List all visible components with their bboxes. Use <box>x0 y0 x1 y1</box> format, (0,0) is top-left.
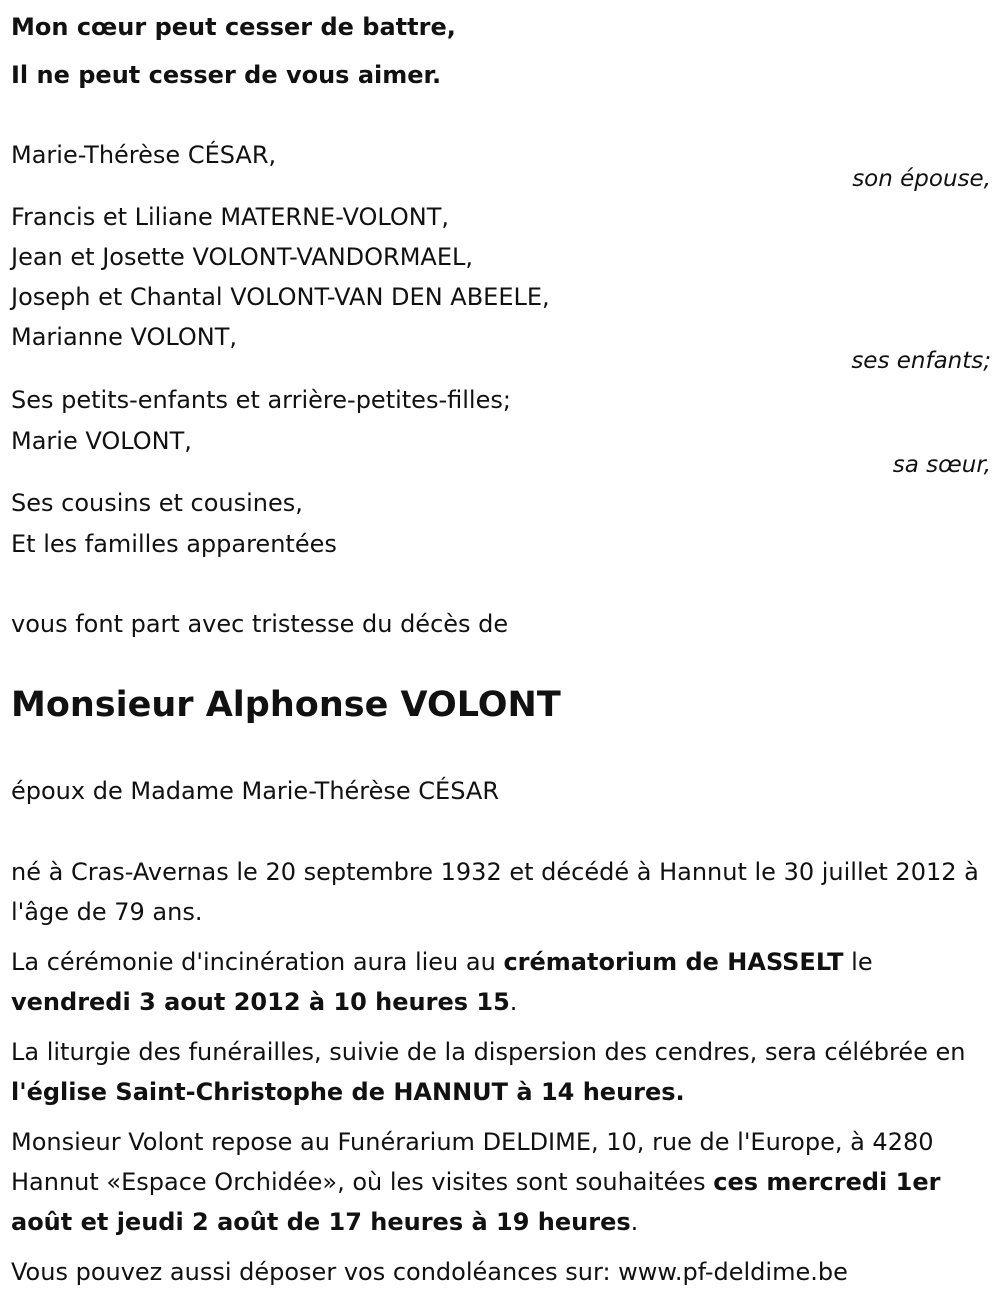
announcement: vous font part avec tristesse du décès de <box>11 610 509 638</box>
ceremony-connector: le <box>843 948 873 976</box>
rest-intro: Monsieur Volont repose au Funérarium DELDIME, 10, rue de l'Europe, à 4280 Hannut «Espace Orchidée», où les visites sont souhaitées <box>11 1128 934 1196</box>
families: Et les familles apparentées <box>11 530 337 558</box>
rest-paragraph <box>11 1122 986 1242</box>
ceremony-end: . <box>509 988 518 1016</box>
condolences-paragraph: Vous pouvez aussi déposer vos condoléances sur: www.pf-deldime.be <box>11 1258 848 1286</box>
child-1: Francis et Liliane MATERNE-VOLONT, <box>11 203 449 231</box>
visit-dates: ces mercredi 1er août et jeudi 2 août de 17 heures à 19 heures <box>11 1168 941 1236</box>
epigraph-line-2: Il ne peut cesser de vous aimer. <box>11 61 442 89</box>
children-role: ses enfants; <box>851 348 991 374</box>
grandchildren: Ses petits-enfants et arrière-petites-filles; <box>11 386 511 414</box>
cousins: Ses cousins et cousines, <box>11 489 303 517</box>
rest-end: . <box>630 1208 639 1236</box>
child-3: Joseph et Chantal VOLONT-VAN DEN ABEELE, <box>11 283 550 311</box>
ceremony-intro: La cérémonie d'incinération aura lieu au <box>11 948 504 976</box>
spouse-role: son épouse, <box>852 166 991 192</box>
liturgy-paragraph <box>11 1032 986 1112</box>
deceased-name: Monsieur Alphonse VOLONT <box>11 685 561 725</box>
ceremony-place: crématorium de HASSELT <box>503 948 844 976</box>
epigraph-line-1: Mon cœur peut cesser de battre, <box>11 13 456 41</box>
spouse-name: Marie-Thérèse CÉSAR, <box>11 141 277 169</box>
child-4: Marianne VOLONT, <box>11 323 238 351</box>
liturgy-place: l'église Saint-Christophe de HANNUT à 14 heures. <box>11 1078 685 1106</box>
child-2: Jean et Josette VOLONT-VANDORMAEL, <box>11 243 473 271</box>
sister-name: Marie VOLONT, <box>11 427 192 455</box>
birth-death-paragraph: né à Cras-Avernas le 20 septembre 1932 et décédé à Hannut le 30 juillet 2012 à l'âge de 79 ans. <box>11 858 979 926</box>
ceremony-date: vendredi 3 aout 2012 à 10 heures 15 <box>11 988 510 1016</box>
ceremony-paragraph <box>11 942 986 1022</box>
sister-role: sa sœur, <box>892 452 991 478</box>
deceased-spouse-of: époux de Madame Marie-Thérèse CÉSAR <box>11 777 499 805</box>
liturgy-intro: La liturgie des funérailles, suivie de la dispersion des cendres, sera célébrée en <box>11 1038 966 1066</box>
